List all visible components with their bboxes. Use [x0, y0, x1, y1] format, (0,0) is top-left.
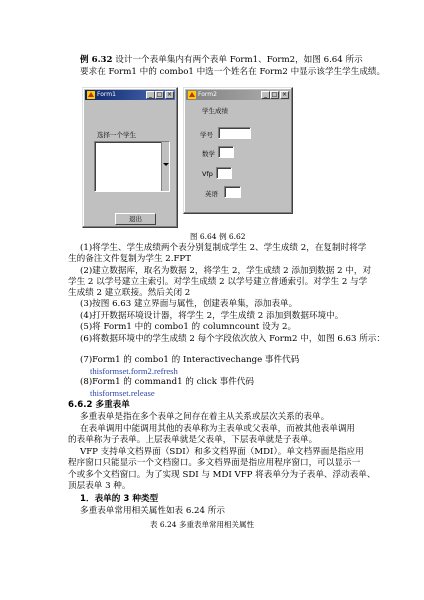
code8-label: (8)Form1 的 command1 的 click 事件代码	[80, 377, 255, 387]
form2-window	[183, 87, 293, 214]
step-line: (5)将 Form1 中的 combo1 的 columncount 设为 2。	[80, 322, 297, 332]
step-line: 学生 2 以学号建立主索引。对学生成绩 2 以学号建立普通索引。对学生 2 与学	[68, 277, 368, 287]
step-line: (2)建立数据库，取名为数据 2，将学生 2，学生成绩 2 添加到数据 2 中，对	[80, 266, 372, 276]
form1-titlebar[interactable]	[85, 90, 175, 100]
step-line: (1)将学生、学生成绩两个表分别复制成学生 2、学生成绩 2，在复制时将学	[80, 243, 367, 253]
math-field[interactable]	[218, 146, 234, 158]
form2-heading: 学生成绩	[202, 107, 228, 115]
form1-title: Form1	[97, 91, 116, 98]
fox-icon	[87, 91, 95, 99]
example-description: 设计一个表单集内有两个表单 Form1、Form2，如图 6.64 所示	[115, 55, 363, 65]
minimize-button[interactable]: _	[146, 91, 155, 99]
example-requirement: 要求在 Form1 中的 combo1 中选一个姓名在 Form2 中显示该学生学生成绩。	[80, 67, 386, 77]
paragraph-line: VFP 支持单文档界面（SDI）和多文档界面（MDI）。单文档界面是指应用	[80, 447, 364, 457]
example-title	[80, 55, 363, 66]
id-field[interactable]	[218, 127, 251, 139]
code7-snippet: thisformset.form2.refresh	[90, 366, 178, 376]
minimize-button[interactable]: _	[261, 91, 270, 99]
code7-label: (7)Form1 的 combo1 的 Interactivechange 事件代码	[80, 355, 300, 365]
section-title: 多重表单	[95, 400, 130, 410]
section-number: 6.6.2	[68, 400, 93, 410]
subsection-heading: 1．表单的 3 种类型	[80, 494, 159, 504]
step-line: (4)打开数据环境设计器，将学生 2，学生成绩 2 添加到数据环境中。	[80, 311, 344, 321]
form1-label: 选择一个学生	[97, 131, 136, 139]
form2-title: Form2	[198, 91, 217, 98]
close-button[interactable]: ×	[281, 91, 288, 98]
close-button[interactable]: ×	[166, 91, 173, 98]
paragraph-line: 的表单称为子表单。上层表单就是父表单，下层表单就是子表单。	[68, 435, 318, 445]
exit-button-label: 退出	[129, 215, 142, 223]
maximize-button[interactable]: □	[271, 91, 278, 98]
maximize-button[interactable]: □	[156, 91, 163, 98]
step-line: 生的备注文件复制为学生 2.FPT	[68, 254, 191, 264]
english-field[interactable]	[224, 186, 241, 198]
field-label-id: 学号	[200, 131, 213, 139]
closing-line: 多重表单常用相关属性如表 6.24 所示	[80, 506, 225, 516]
vfp-field[interactable]	[216, 167, 232, 179]
field-label-vfp: Vfp	[202, 170, 213, 178]
paragraph-line: 程序窗口只能显示一个文档窗口。多文档界面是指应用程序窗口，可以显示一	[68, 458, 361, 468]
step-line: (3)按图 6.63 建立界面与属性，创建表单集，添加表单。	[80, 299, 298, 309]
combo-scrollbar[interactable]	[161, 142, 169, 191]
fox-icon	[188, 91, 196, 99]
code8-snippet: thisformset.release	[90, 388, 155, 398]
step-line: 生成绩 2 建立联接。然后关闭 2	[68, 288, 191, 298]
field-label-math: 数学	[202, 150, 215, 158]
step-line: (6)将数据环境中的学生成绩 2 每个字段依次放入 Form2 中，如图 6.63 所示：	[80, 334, 385, 344]
chevron-down-icon[interactable]	[163, 163, 169, 166]
table-caption: 表 6.24 多重表单常用相关属性	[150, 520, 254, 529]
form2-titlebar[interactable]	[186, 90, 290, 100]
section-heading	[68, 400, 130, 411]
example-label: 例 6.32	[80, 55, 113, 65]
paragraph-line: 多重表单是指在多个表单之间存在着主从关系或层次关系的表单。	[80, 412, 330, 422]
figure-caption: 图 6.64 例 6.62	[190, 232, 246, 241]
form1-window	[82, 87, 178, 228]
paragraph-line: 顶层表单 3 种。	[68, 481, 131, 491]
student-combo[interactable]	[94, 141, 170, 192]
field-label-english: 英语	[205, 190, 218, 198]
paragraph-line: 在表单调用中能调用其他的表单称为主表单或父表单，而被其他表单调用	[80, 424, 356, 434]
paragraph-line: 个或多个文档窗口。为了实现 SDI 与 MDI VFP 将表单分为子表单、浮动表单、	[68, 470, 376, 480]
exit-button[interactable]	[115, 213, 156, 225]
